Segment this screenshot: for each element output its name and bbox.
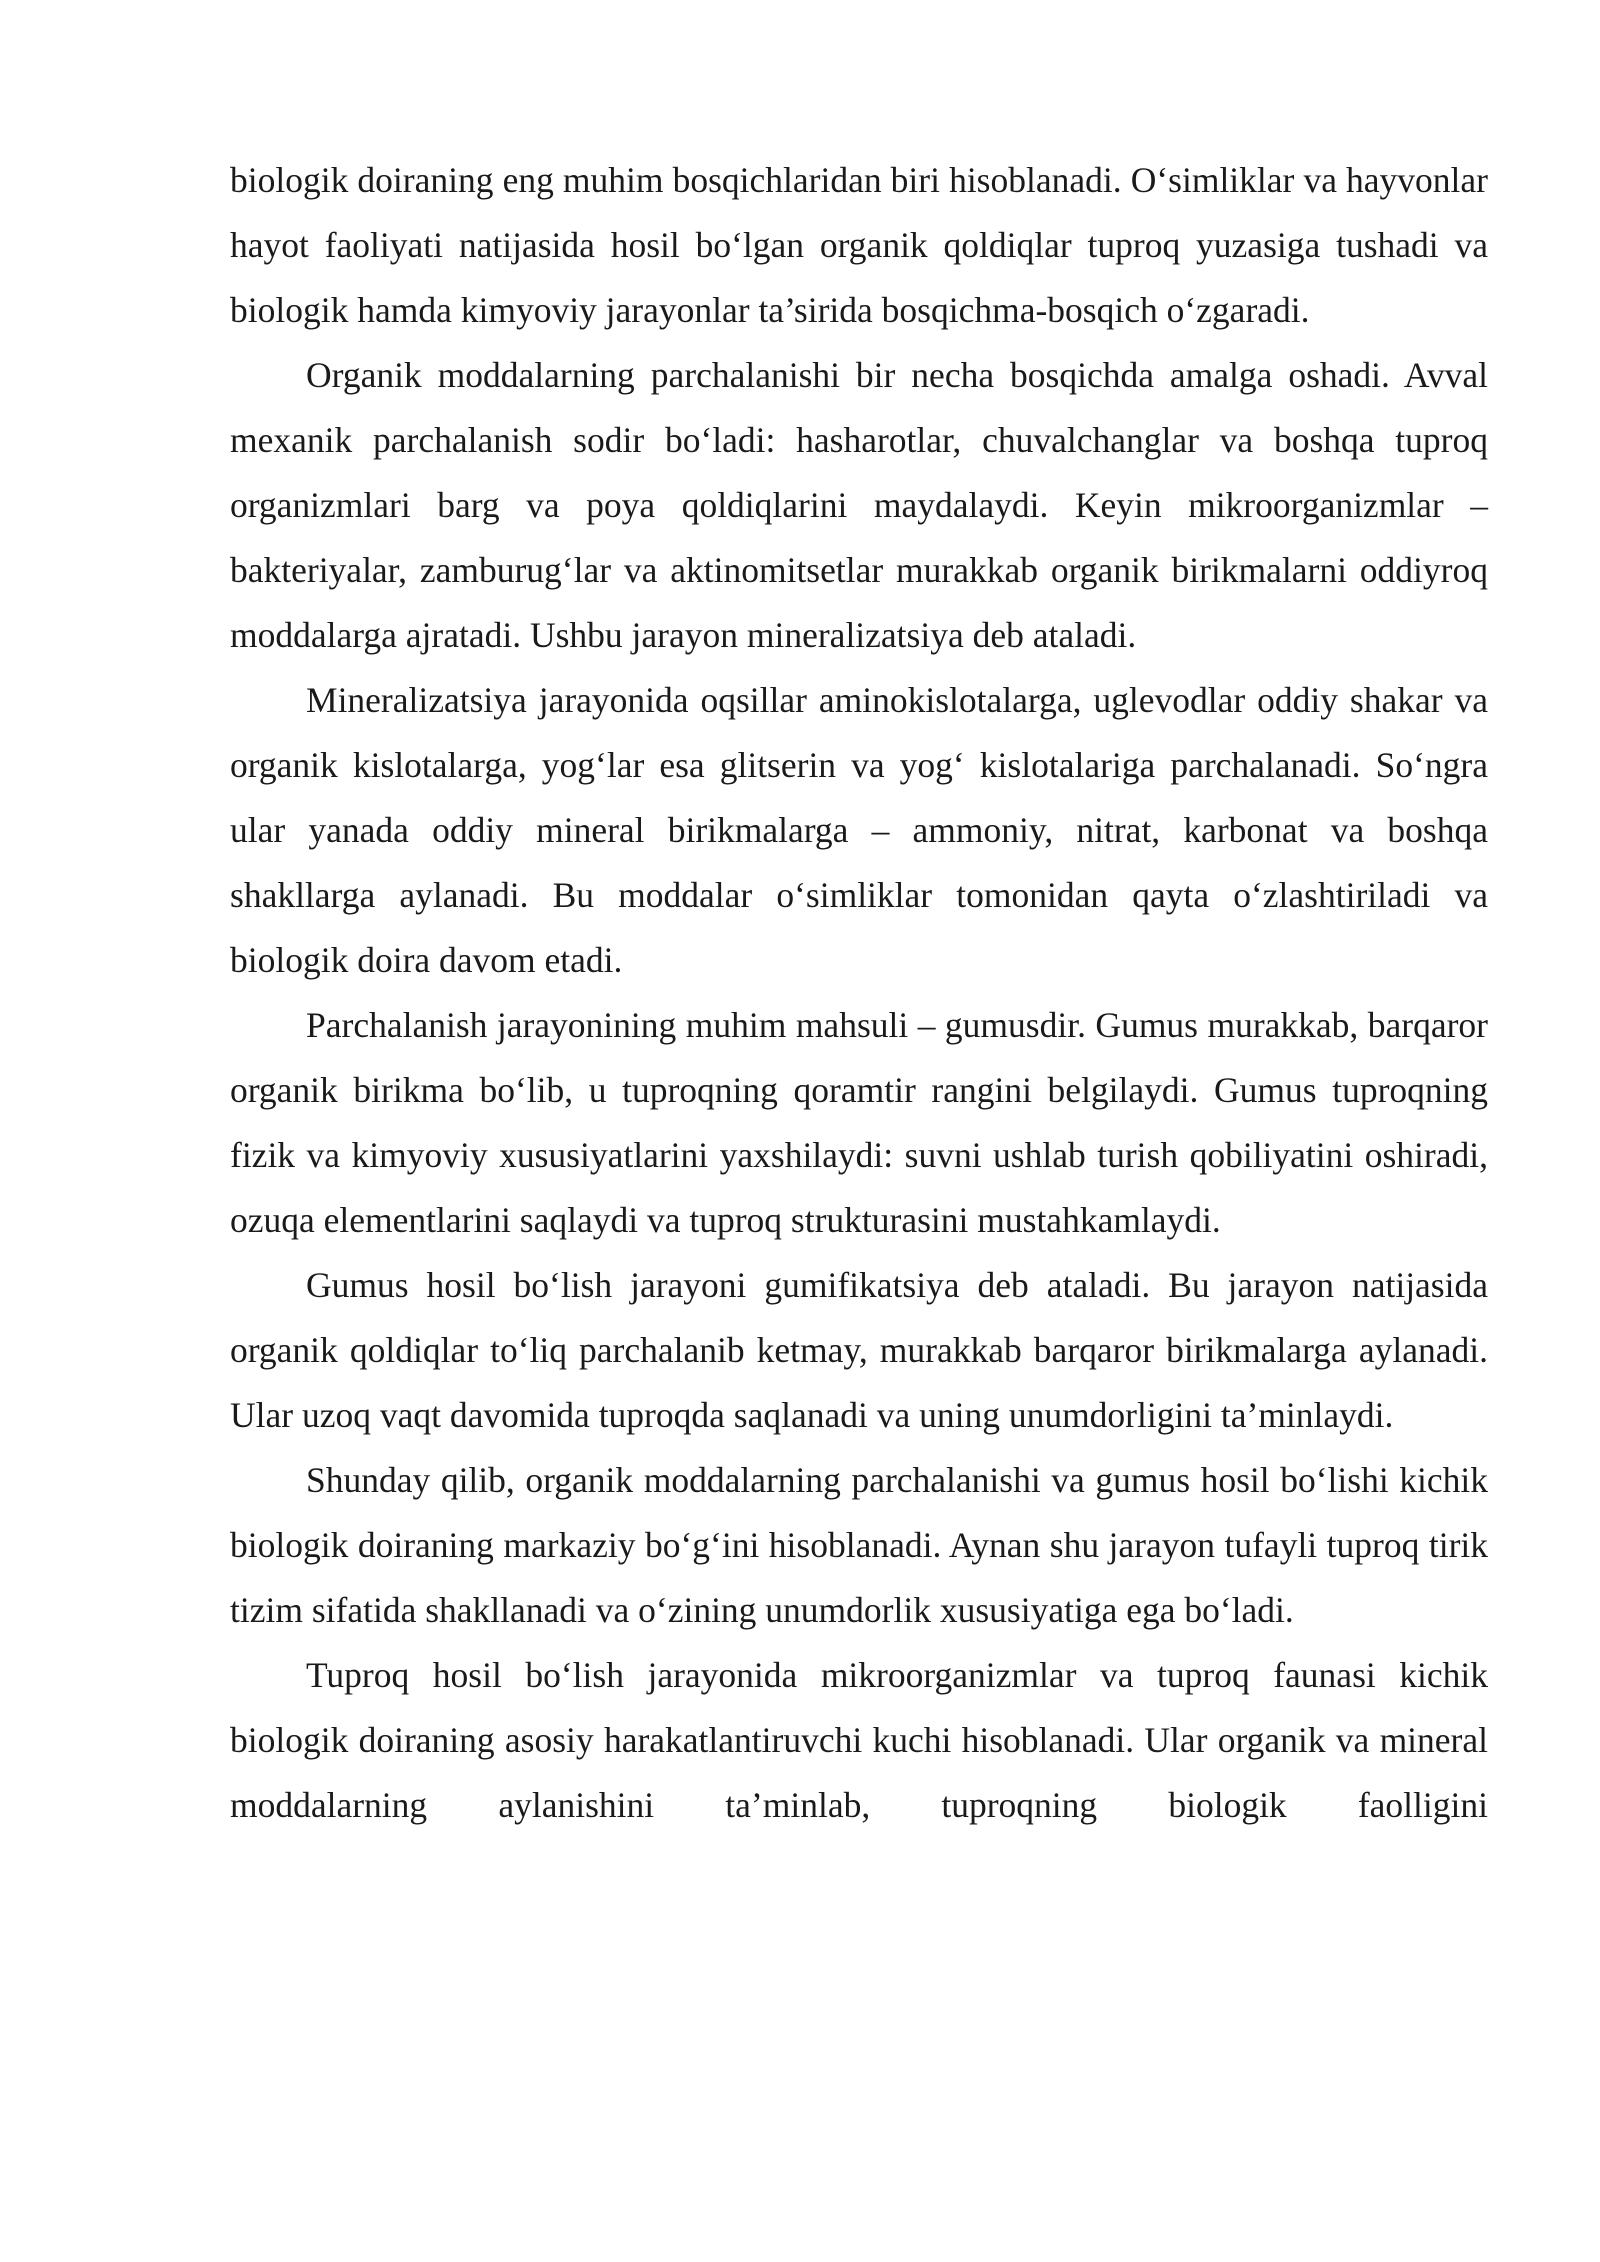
paragraph-microorganisms: Tuproq hosil bo‘lish jarayonida mikroorganizmlar va tuproq faunasi kichik biologik doiraning asosiy harakatlantiruvchi kuchi hisoblanadi. Ular organik va mineral moddalarning aylanishini ta’minlab, tuproqning biologik faolligini xyxy=(230,1655,1488,1825)
paragraph-humification: Gumus hosil bo‘lish jarayoni gumifikatsiya deb ataladi. Bu jarayon natijasida organik qoldiqlar to‘liq parchalanib ketmay, murakkab barqaror birikmalarga aylanadi. Ular uzoq vaqt davomida tuproqda saqlanadi va uning unumdorligini ta’minlaydi. xyxy=(230,1265,1488,1435)
paragraph-humus: Parchalanish jarayonining muhim mahsuli – gumusdir. Gumus murakkab, barqaror organik birikma bo‘lib, u tuproqning qoramtir rangini belgilaydi. Gumus tuproqning fizik va kimyoviy xususiyatlarini yaxshilaydi: suvni ushlab turish qobiliyatini oshiradi, ozuqa elementlarini saqlaydi va tuproq strukturasini mustahkamlaydi. xyxy=(230,1005,1488,1240)
paragraph-continued: biologik doiraning eng muhim bosqichlaridan biri hisoblanadi. O‘simliklar va hayvonlar hayot faoliyati natijasida hosil bo‘lgan organik qoldiqlar tuproq yuzasiga tushadi va biologik hamda kimyoviy jarayonlar ta’sirida bosqichma-bosqich o‘zgaradi. xyxy=(230,160,1488,330)
paragraph-mineralization: Mineralizatsiya jarayonida oqsillar aminokislotalarga, uglevodlar oddiy shakar va organik kislotalarga, yog‘lar esa glitserin va yog‘ kislotalariga parchalanadi. So‘ngra ular yanada oddiy mineral birikmalarga – ammoniy, nitrat, karbonat va boshqa shakllarga aylanadi. Bu moddalar o‘simliklar tomonidan qayta o‘zlashtiriladi va biologik doira davom etadi. xyxy=(230,680,1488,980)
document-body xyxy=(230,148,1488,1838)
paragraph-conclusion: Shunday qilib, organik moddalarning parchalanishi va gumus hosil bo‘lishi kichik biologik doiraning markaziy bo‘g‘ini hisoblanadi. Aynan shu jarayon tufayli tuproq tirik tizim sifatida shakllanadi va o‘zining unumdorlik xususiyatiga ega bo‘ladi. xyxy=(230,1460,1488,1630)
paragraph-organic-decomposition: Organik moddalarning parchalanishi bir necha bosqichda amalga oshadi. Avval mexanik parchalanish sodir bo‘ladi: hasharotlar, chuvalchanglar va boshqa tuproq organizmlari barg va poya qoldiqlarini maydalaydi. Keyin mikroorganizmlar – bakteriyalar, zamburug‘lar va aktinomitsetlar murakkab organik birikmalarni oddiyroq moddalarga ajratadi. Ushbu jarayon mineralizatsiya deb ataladi. xyxy=(230,355,1488,655)
